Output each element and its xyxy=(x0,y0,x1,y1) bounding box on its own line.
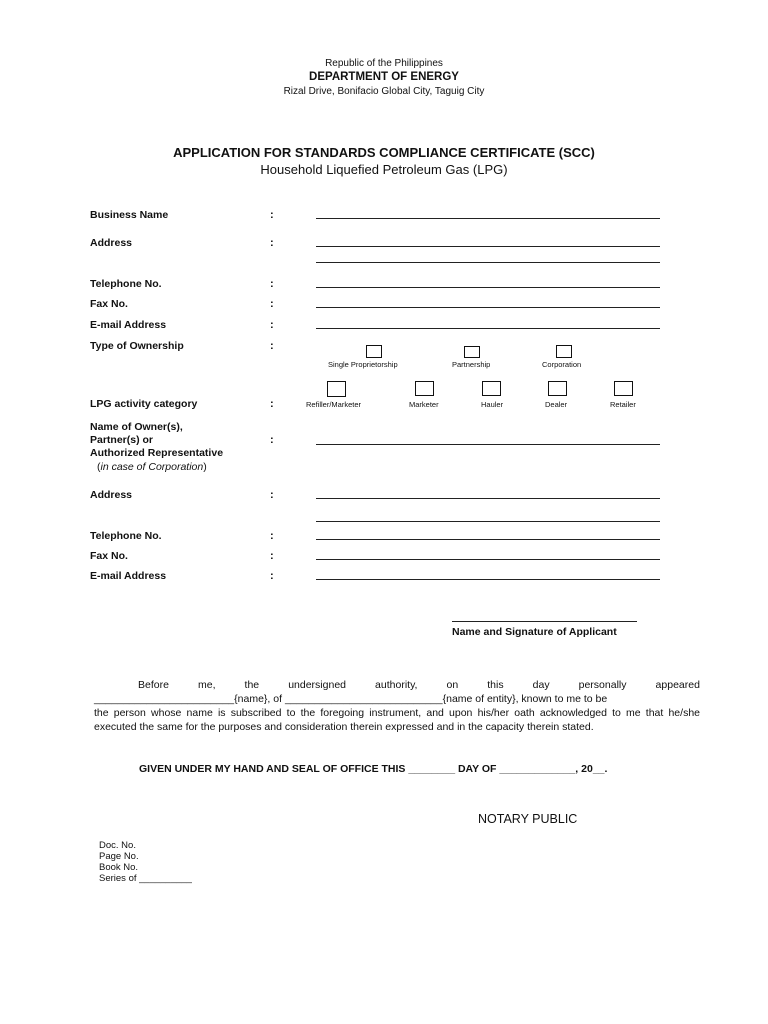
owner-address-line-2[interactable] xyxy=(316,521,660,522)
owner-label-line1: Name of Owner(s), xyxy=(90,421,183,433)
ownership-label: Type of Ownership xyxy=(90,340,184,352)
address-line-2[interactable] xyxy=(316,262,660,263)
owner-line[interactable] xyxy=(316,444,660,445)
owner-email-label: E-mail Address xyxy=(90,570,167,582)
department-address: Rizal Drive, Bonifacio Global City, Taguig City xyxy=(283,86,485,97)
colon: : xyxy=(270,398,274,410)
partnership-label: Partnership xyxy=(452,360,491,369)
address-line-1[interactable] xyxy=(316,246,660,247)
refiller-marketer-label: Refiller/Marketer xyxy=(306,400,362,409)
series-of-label: Series of __________ xyxy=(99,873,192,884)
single-proprietorship-checkbox[interactable] xyxy=(366,345,382,358)
refiller-marketer-checkbox[interactable] xyxy=(327,381,346,397)
telephone-line[interactable] xyxy=(316,287,660,288)
colon: : xyxy=(270,550,274,562)
owner-fax-line[interactable] xyxy=(316,559,660,560)
colon: : xyxy=(270,434,274,446)
notary-public-label: NOTARY PUBLIC xyxy=(478,812,578,826)
owner-label-note: (in case of Corporation) xyxy=(97,461,207,473)
colon: : xyxy=(270,530,274,542)
hauler-label: Hauler xyxy=(481,400,504,409)
owner-email-line[interactable] xyxy=(316,579,660,580)
acknowledgment-rest: the person whose name is subscribed to the foregoing instrument, and upon his/her oath acknowledged to me that he/she executed the same for the purposes and consideration therein expressed and in the capacity therein stated. xyxy=(94,707,700,733)
email-label: E-mail Address xyxy=(90,319,167,331)
single-proprietorship-label: Single Proprietorship xyxy=(328,360,398,369)
owner-telephone-line[interactable] xyxy=(316,539,660,540)
business-name-line[interactable] xyxy=(316,218,660,219)
signature-line[interactable] xyxy=(452,621,637,622)
colon: : xyxy=(270,278,274,290)
acknowledgment-line-2: ________________________{name}, of ___________________________{name of entity}, known to me to be xyxy=(94,693,608,705)
email-line[interactable] xyxy=(316,328,660,329)
partnership-checkbox[interactable] xyxy=(464,346,480,358)
colon: : xyxy=(270,209,274,221)
form-subtitle: Household Liquefied Petroleum Gas (LPG) xyxy=(260,162,508,177)
acknowledgment-line-1: Before me, the undersigned authority, on this day personally appeared xyxy=(138,679,700,691)
colon: : xyxy=(270,298,274,310)
dealer-checkbox[interactable] xyxy=(548,381,567,396)
given-under-hand: GIVEN UNDER MY HAND AND SEAL OF OFFICE THIS ________ DAY OF _____________, 20__. xyxy=(139,763,608,775)
owner-fax-label: Fax No. xyxy=(90,550,128,562)
department-name: DEPARTMENT OF ENERGY xyxy=(309,71,459,83)
book-no-label: Book No. xyxy=(99,862,139,873)
address-label: Address xyxy=(90,237,133,249)
corporation-label: Corporation xyxy=(542,360,582,369)
telephone-label: Telephone No. xyxy=(90,278,162,290)
signature-label: Name and Signature of Applicant xyxy=(452,626,617,638)
marketer-checkbox[interactable] xyxy=(415,381,434,396)
doc-no-label: Doc. No. xyxy=(99,840,136,851)
colon: : xyxy=(270,570,274,582)
owner-address-line-1[interactable] xyxy=(316,498,660,499)
dealer-label: Dealer xyxy=(545,400,568,409)
owner-label-line3: Authorized Representative xyxy=(90,447,224,459)
owner-label-line2: Partner(s) or xyxy=(90,434,154,446)
lpg-category-label: LPG activity category xyxy=(90,398,198,410)
fax-label: Fax No. xyxy=(90,298,128,310)
owner-address-label: Address xyxy=(90,489,133,501)
colon: : xyxy=(270,340,274,352)
form-title: APPLICATION FOR STANDARDS COMPLIANCE CERTIFICATE (SCC) xyxy=(173,145,595,160)
marketer-label: Marketer xyxy=(409,400,439,409)
republic-label: Republic of the Philippines xyxy=(325,58,443,69)
page-no-label: Page No. xyxy=(99,851,139,862)
fax-line[interactable] xyxy=(316,307,660,308)
acknowledgment-paragraph xyxy=(94,678,700,734)
retailer-checkbox[interactable] xyxy=(614,381,633,396)
business-name-label: Business Name xyxy=(90,209,169,221)
owner-telephone-label: Telephone No. xyxy=(90,530,162,542)
colon: : xyxy=(270,237,274,249)
retailer-label: Retailer xyxy=(610,400,636,409)
hauler-checkbox[interactable] xyxy=(482,381,501,396)
colon: : xyxy=(270,319,274,331)
corporation-checkbox[interactable] xyxy=(556,345,572,358)
colon: : xyxy=(270,489,274,501)
